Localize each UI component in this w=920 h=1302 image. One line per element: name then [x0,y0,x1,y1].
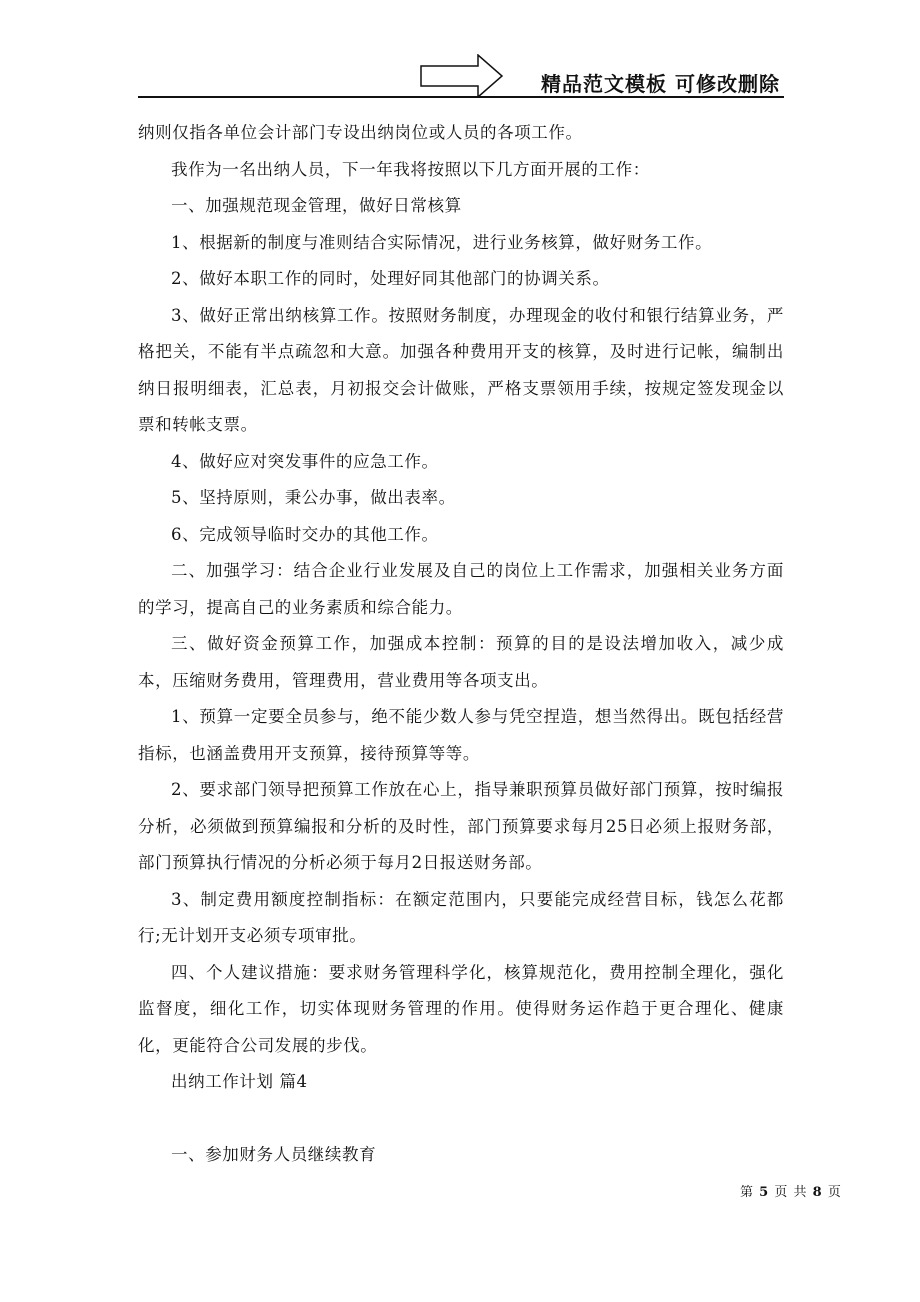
document-body [138,115,784,1173]
paragraph: 我作为一名出纳人员，下一年我将按照以下几方面开展的工作： [171,159,650,179]
section-heading: 三、做好资金预算工作，加强成本控制：预算的目的是设法增加收入，减少成本，压缩财务费用，管理费用，营业费用等各项支出。 [138,634,784,690]
page-number [740,1181,842,1200]
list-item: 2、要求部门领导把预算工作放在心上，指导兼职预算员做好部门预算，按时编报分析，必须做到预算编报和分析的及时性，部门预算要求每月25日必须上报财务部，部门预算执行情况的分析必须于每月2日报送财务部。 [138,780,784,872]
paragraph: 纳则仅指各单位会计部门专设出纳岗位或人员的各项工作。 [138,123,583,142]
page-suffix: 页 [827,1185,842,1200]
page-middle: 页 共 [774,1185,808,1200]
plan-title: 出纳工作计划 篇4 [171,1072,308,1091]
section-heading: 一、加强规范现金管理，做好日常核算 [171,196,462,215]
page-header [138,52,784,98]
header-title: 精品范文模板 可修改删除 [541,72,780,96]
current-page: 5 [759,1185,770,1200]
list-item: 1、根据新的制度与准则结合实际情况，进行业务核算，做好财务工作。 [171,232,713,252]
section-heading: 一、参加财务人员继续教育 [171,1144,377,1164]
list-item: 2、做好本职工作的同时，处理好同其他部门的协调关系。 [171,269,610,288]
list-item: 5、坚持原则，秉公办事，做出表率。 [171,488,456,507]
section-heading: 二、加强学习：结合企业行业发展及自己的岗位上工作需求，加强相关业务方面的学习，提高自己的业务素质和综合能力。 [138,561,784,617]
list-item: 3、做好正常出纳核算工作。按照财务制度，办理现金的收付和银行结算业务，严格把关，不能有半点疏忽和大意。加强各种费用开支的核算，及时进行记帐，编制出纳日报明细表，汇总表，月初报交会计做账，严格支票领用手续，按规定签发现金以票和转帐支票。 [138,305,784,434]
page-prefix: 第 [740,1185,755,1200]
list-item: 3、制定费用额度控制指标：在额定范围内，只要能完成经营目标，钱怎么花都行;无计划开支必须专项审批。 [138,889,784,945]
header-divider [138,96,784,98]
list-item: 1、预算一定要全员参与，绝不能少数人参与凭空捏造，想当然得出。既包括经营指标，也涵盖费用开支预算，接待预算等等。 [138,707,784,763]
right-arrow-icon [420,54,504,98]
list-item: 4、做好应对突发事件的应急工作。 [171,451,439,471]
section-heading: 四、个人建议措施：要求财务管理科学化，核算规范化，费用控制全理化，强化监督度，细化工作，切实体现财务管理的作用。使得财务运作趋于更合理化、健康化，更能符合公司发展的步伐。 [138,962,784,1055]
list-item: 6、完成领导临时交办的其他工作。 [171,524,439,544]
total-pages: 8 [812,1185,823,1200]
